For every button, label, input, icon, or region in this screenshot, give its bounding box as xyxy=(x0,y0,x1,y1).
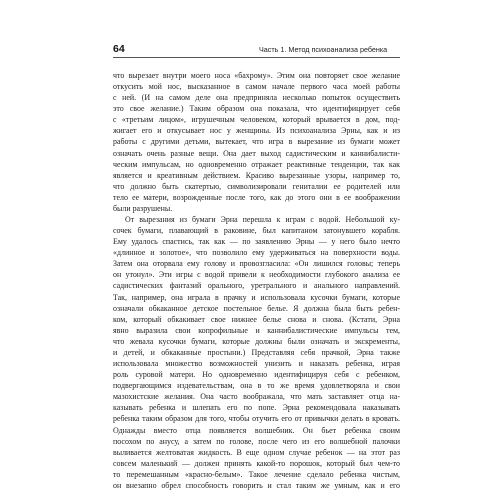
text-line: это свое желание.) Таким образом она показала, что идентифицирует себя xyxy=(113,104,400,114)
text-line: Однажды вместо отца появляется волшебник. Он бьет ребенка своим xyxy=(113,425,400,435)
page-number: 64 xyxy=(113,43,125,55)
text-line: ком, который обкакивает свое нижнее белье снова и снова. (Кстати, Эрна xyxy=(113,314,400,324)
text-line: что жевала кусочки бумаги, которые должны были означать и экскременты, xyxy=(113,336,400,346)
text-line: ребенка таким образом для того, чтобы отучить его от привычки делать в кровать. xyxy=(113,414,400,424)
text-line: Так, например, она играла в прачку и использовала кусочки бумаги, которые xyxy=(113,292,400,302)
text-line: Затем она оторвала ему голову и провозгласила: «Он лишился головы; теперь xyxy=(113,259,400,269)
page-header xyxy=(113,43,400,59)
text-line: использовала множество возможностей унизить и наказать ребенка, играя xyxy=(113,359,400,369)
text-line: является и креативным действием. Красиво вырезанные узоры, например то, xyxy=(113,170,400,180)
text-line: выливается желтоватая жидкость. В еще одном случае ребенок — на этот раз xyxy=(113,447,400,457)
text-line: От вырезания из бумаги Эрна перешла к играм с водой. Небольшой ку- xyxy=(125,215,400,225)
text-line: откусить мой нос, высказанное в самом начале первого часа моей работы xyxy=(113,82,400,92)
text-line: означать очень разные вещи. Она дает выход садистическим и каннибалисти- xyxy=(113,148,400,158)
text-line: казывать ребенка и шлепать его по попе. Эрна рекомендовала наказывать xyxy=(113,403,400,413)
text-line: «длинное и золотое», что позволило ему удерживаться на поверхности воды. xyxy=(113,248,400,258)
text-line: явно выразила свои копрофильные и каннибалистические импульсы тем, xyxy=(113,325,400,335)
running-head: Часть 1. Метод психоанализа ребенка xyxy=(259,45,388,54)
text-line: и детей, и обкаканные простыни.) Представляя себя прачкой, Эрна также xyxy=(113,347,400,357)
text-line: с «третьим лицом», игрушечным человеком, который врывается в дом, под- xyxy=(113,115,400,125)
text-line: что должно быть скатертью, символизировали гениталии ее родителей или xyxy=(113,181,400,191)
text-line: посохом по анусу, а затем по голове, после чего из его волшебной палочки xyxy=(113,436,400,446)
text-line: то перемешанным «красно-белым». Такое лечение сделало ребенка чистым, xyxy=(113,469,400,479)
text-line: мазохистские желания. Она часто воображала, что мать заставляет отца на- xyxy=(113,392,400,402)
text-line: совсем маленький — должен принять какой-то порошок, который был чем-то xyxy=(113,458,400,468)
text-line: он внезапно обрел способность говорить и стал таким же умным, как и его xyxy=(113,480,400,490)
text-line: что вырезает внутри моего носа «бахрому». Этим она повторяет свое желание xyxy=(113,71,400,80)
header-rule xyxy=(113,57,400,58)
text-line: Ему удалось спастись, так как — по заявлению Эрны — у него было нечто xyxy=(113,237,400,247)
text-line: жигает его и откусывает нос у женщины. Из психоанализа Эрны, как и из xyxy=(113,126,400,136)
text-line: были разрушены. xyxy=(113,203,173,213)
text-line: ческим импульсам, но одновременно отражает реактивные тенденции, так как xyxy=(113,159,400,169)
text-line: означали обкаканное детское постельное белье. Я должна была быть ребен- xyxy=(113,303,400,313)
text-line: работы с другими детьми, вытекает, что игра в вырезание из бумаги может xyxy=(113,137,400,147)
text-line: роль суровой матери. Но одновременно идентифицируя себя с ребенком, xyxy=(113,370,400,380)
text-line: садистических фантазий орального, уретрального и анального направлений. xyxy=(113,281,400,291)
text-line: он утонул». Эти игры с водой привели к необходимости глубокого анализа ее xyxy=(113,270,400,280)
text-line: подвергающимся издевательствам, она в то же время удовлетворяла и свои xyxy=(113,381,400,391)
text-line: сочек бумаги, плавающий в раковине, был капитаном затонувшего корабля. xyxy=(113,226,400,236)
text-line: с ней. (И на самом деле она предприняла несколько попыток осуществить xyxy=(113,93,400,103)
body-text xyxy=(113,70,400,491)
text-line: тело ее матери, возрожденные после того, как до этого они в ее воображении xyxy=(113,192,400,202)
